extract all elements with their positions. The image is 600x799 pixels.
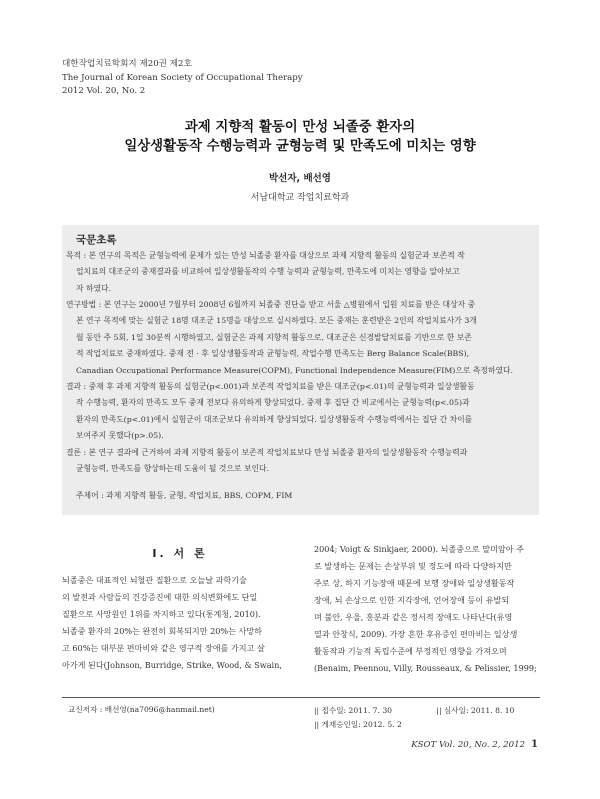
abstract-line: 보여주지 못했다(p>.05).: [76, 431, 164, 441]
authors: 박선자, 배선영: [269, 173, 331, 184]
text-line: 뇌졸중은 대표적인 뇌혈관 질환으로 오늘날 과학기술: [62, 575, 247, 585]
abstract-line: 작 수행능력, 환자의 만족도 모두 중재 전보다 유의하게 향상되었다. 중재 후 집단 간 비교에서는 균형능력(p<.05)과: [76, 398, 470, 408]
received-date: || 접수일: 2011. 7. 30: [314, 706, 392, 715]
journal-header: [62, 58, 303, 99]
section-heading-introduction: Ⅰ. 서 론: [152, 547, 208, 560]
abstract-results: [66, 379, 536, 445]
journal-abbrev: KSOT Vol. 20, No. 2, 2012: [411, 740, 526, 750]
journal-issue: 2012 Vol. 20, No. 2: [62, 86, 146, 96]
abstract-line: Canadian Occupational Performance Measure(COPM), Functional Independence Measure(FIM)으로 측정하였다.: [76, 365, 514, 375]
reviewed-date: || 심사일: 2011. 8. 10: [436, 706, 515, 715]
text-line: 고 60%는 대부분 편마비와 같은 영구적 장애를 가지고 살: [62, 643, 265, 653]
abstract-line: 적 작업치료로 중재하였다. 중재 전 · 후 일상생활동작과 균형능력, 작업수행 만족도는 Berg Balance Scale(BBS),: [76, 349, 470, 359]
left-column-text: [62, 572, 294, 674]
page-number: 1: [531, 739, 538, 750]
text-line: 며 불안, 우울, 흥분과 같은 정서적 장애도 나타난다(유영: [314, 612, 513, 622]
title-line-2: 일상생활동작 수행능력과 균형능력 및 만족도에 미치는 영향: [124, 139, 476, 154]
text-line: 주로 상, 하지 기능장애 때문에 보행 장애와 일상생활동작: [314, 578, 515, 588]
abstract-line: 월 동안 주 5회, 1일 30분씩 시행하였고, 실험군은 과제 지향적 활동으로, 대조군은 신경발달치료를 기반으로 한 보존: [76, 332, 472, 342]
abstract-line: 환자의 만족도(p<.01)에서 실험군이 대조군보다 유의하게 향상되었다. 일상생활동작 수행능력에서는 집단 간 차이를: [76, 414, 473, 424]
abstract-objective: [66, 248, 536, 297]
text-line: 의 발전과 사람들의 건강증진에 대한 의식변화에도 단일: [62, 592, 258, 602]
page-footer: [411, 739, 538, 750]
journal-english-name: The Journal of Korean Society of Occupational Therapy: [62, 72, 303, 83]
footer-divider: [62, 697, 540, 698]
abstract-line: 본 연구 목적에 맞는 실험군 18명 대조군 15명을 대상으로 실시하였다. 모든 중재는 훈련받은 2인의 작업치료사가 3개: [76, 316, 477, 326]
abstract-line: 균형능력, 만족도를 향상하는데 도움이 될 것으로 보인다.: [76, 464, 270, 474]
text-line: 뇌졸중 환자의 20%는 완전히 회복되지만 20%는 사망하: [62, 626, 262, 636]
title-line-1: 과제 지향적 활동이 만성 뇌졸중 환자의: [184, 120, 416, 135]
text-line: 질환으로 사망원인 1위를 차지하고 있다(통계청, 2010).: [62, 609, 261, 619]
abstract-line: 자 하였다.: [76, 283, 112, 293]
abstract-line: 업치료의 대조군의 중재결과를 비교하여 일상생활동작의 수행 능력과 균형능력, 만족도에 미치는 영향을 알아보고: [76, 267, 460, 277]
abstract-line: 목적 : 본 연구의 목적은 균형능력에 문제가 있는 만성 뇌졸중 환자를 대상으로 과제 지향적 활동의 실험군과 보존적 작: [66, 251, 465, 260]
article-dates: [314, 704, 514, 732]
text-line: 활동작과 기능적 독립수준에 부정적인 영향을 가져오며: [314, 646, 507, 656]
paper-title: [0, 118, 600, 156]
journal-korean-name: 대한작업치료학회지 제20권 제2호: [62, 59, 192, 69]
accepted-date: || 게재승인일: 2012. 5. 2: [314, 720, 402, 729]
abstract-line: 결론 : 본 연구 결과에 근거하여 과제 지향적 활동이 보존적 작업치료보다 만성 뇌졸중 환자의 일상생활동작 수행능력과: [66, 448, 468, 457]
text-line: 열과 안창식, 2009). 가장 흔한 후유증인 편마비는 일상생: [314, 629, 518, 639]
text-line: 장애, 뇌 손상으로 인한 지각장애, 언어장애 등이 유발되: [314, 595, 510, 605]
date-row: [314, 704, 514, 718]
text-line: 아가게 된다(Johnson, Burridge, Strike, Wood, & Swain,: [62, 660, 282, 670]
text-line: 2004; Voigt & Sinkjaer, 2000). 뇌졸중으로 말미암아 주: [314, 544, 524, 554]
abstract-line: 연구방법 : 본 연구는 2000년 7월부터 2008년 6월까지 뇌졸중 진단을 받고 서울 △병원에서 입원 치료를 받은 대상자 중: [66, 300, 476, 309]
text-line: 로 발생하는 문제는 손상부위 및 정도에 따라 다양하지만: [314, 561, 512, 571]
affiliation: 서남대학교 작업치료학과: [250, 193, 350, 203]
text-line: (Benaim, Peennou, Villy, Rousseaux, & Pelissier, 1999;: [314, 663, 537, 673]
abstract-heading: 국문초록: [76, 234, 117, 246]
keywords: 주제어 : 과제 지향적 활동, 균형, 작업치료, BBS, COPM, FIM: [76, 491, 293, 500]
abstract-method: [66, 297, 536, 379]
corresponding-author: 교신저자 : 배선영(na7096@hanmail.net): [68, 705, 215, 714]
right-column-text: [314, 541, 540, 677]
abstract-line: 결과 : 중재 후 과제 지향적 활동의 실험군(p<.001)과 보존적 작업치료를 받은 대조군(p<.01)의 균형능력과 일상생활동: [66, 382, 475, 391]
abstract-conclusion: [66, 445, 536, 478]
